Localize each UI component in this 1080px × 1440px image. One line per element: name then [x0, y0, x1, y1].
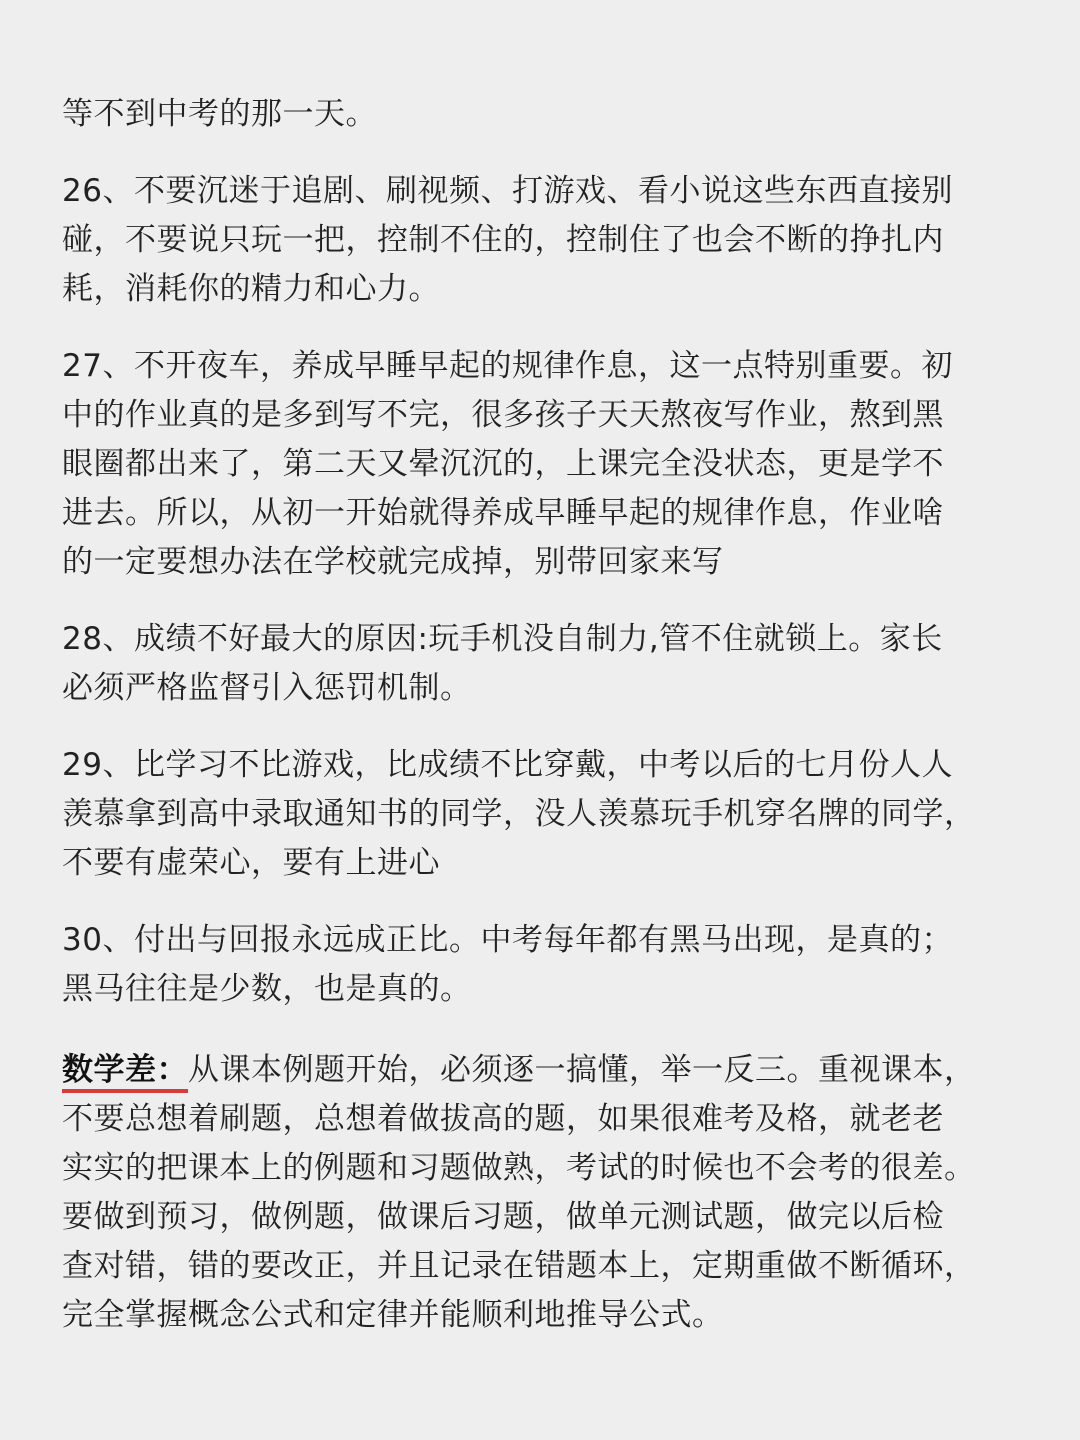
paragraph-continuation: 等不到中考的那一天。: [62, 96, 377, 132]
paragraph-26: 26、不要沉迷于追剧、刷视频、打游戏、看小说这些东西直接别 碰，不要说只玩一把，控制不住的，控制住了也会不断的挣扎内 耗，消耗你的精力和心力。: [62, 173, 953, 307]
math-section-label: 数学差：: [62, 1052, 188, 1093]
paragraph-30: 30、付出与回报永远成正比。中考每年都有黑马出现，是真的； 黑马往往是少数，也是真的。: [62, 922, 953, 1007]
paragraph-29: 29、比学习不比游戏，比成绩不比穿戴，中考以后的七月份人人 羡慕拿到高中录取通知书的同学，没人羡慕玩手机穿名牌的同学， 不要有虚荣心，要有上进心: [62, 747, 976, 881]
paragraph-28: 28、成绩不好最大的原因:玩手机没自制力,管不住就锁上。家长 必须严格监督引入惩罚机制。: [62, 621, 943, 706]
paragraph-27: 27、不开夜车，养成早睡早起的规律作息，这一点特别重要。初 中的作业真的是多到写不完，很多孩子天天熬夜写作业，熬到黑 眼圈都出来了，第二天又晕沉沉的，上课完全没状态，更是学不 进去。所以，从初一开始就得养成早睡早起的规律作息，作业啥 的一定要想办法在学校就完成掉，别带回家来写: [62, 348, 953, 580]
math-section-text: 从课本例题开始，必须逐一搞懂，举一反三。重视课本， 不要总想着刷题，总想着做拔高的题，如果很难考及格，就老老 实实的把课本上的例题和习题做熟，考试的时候也不会考的很差。 要做到预习，做例题，做课后习题，做单元测试题，做完以后检 查对错，错的要改正，并且记录在错题本上，定期重做不断循环， 完全掌握概念公式和定律并能顺利地推导公式。: [62, 1052, 976, 1333]
math-section: [62, 1046, 1022, 1340]
